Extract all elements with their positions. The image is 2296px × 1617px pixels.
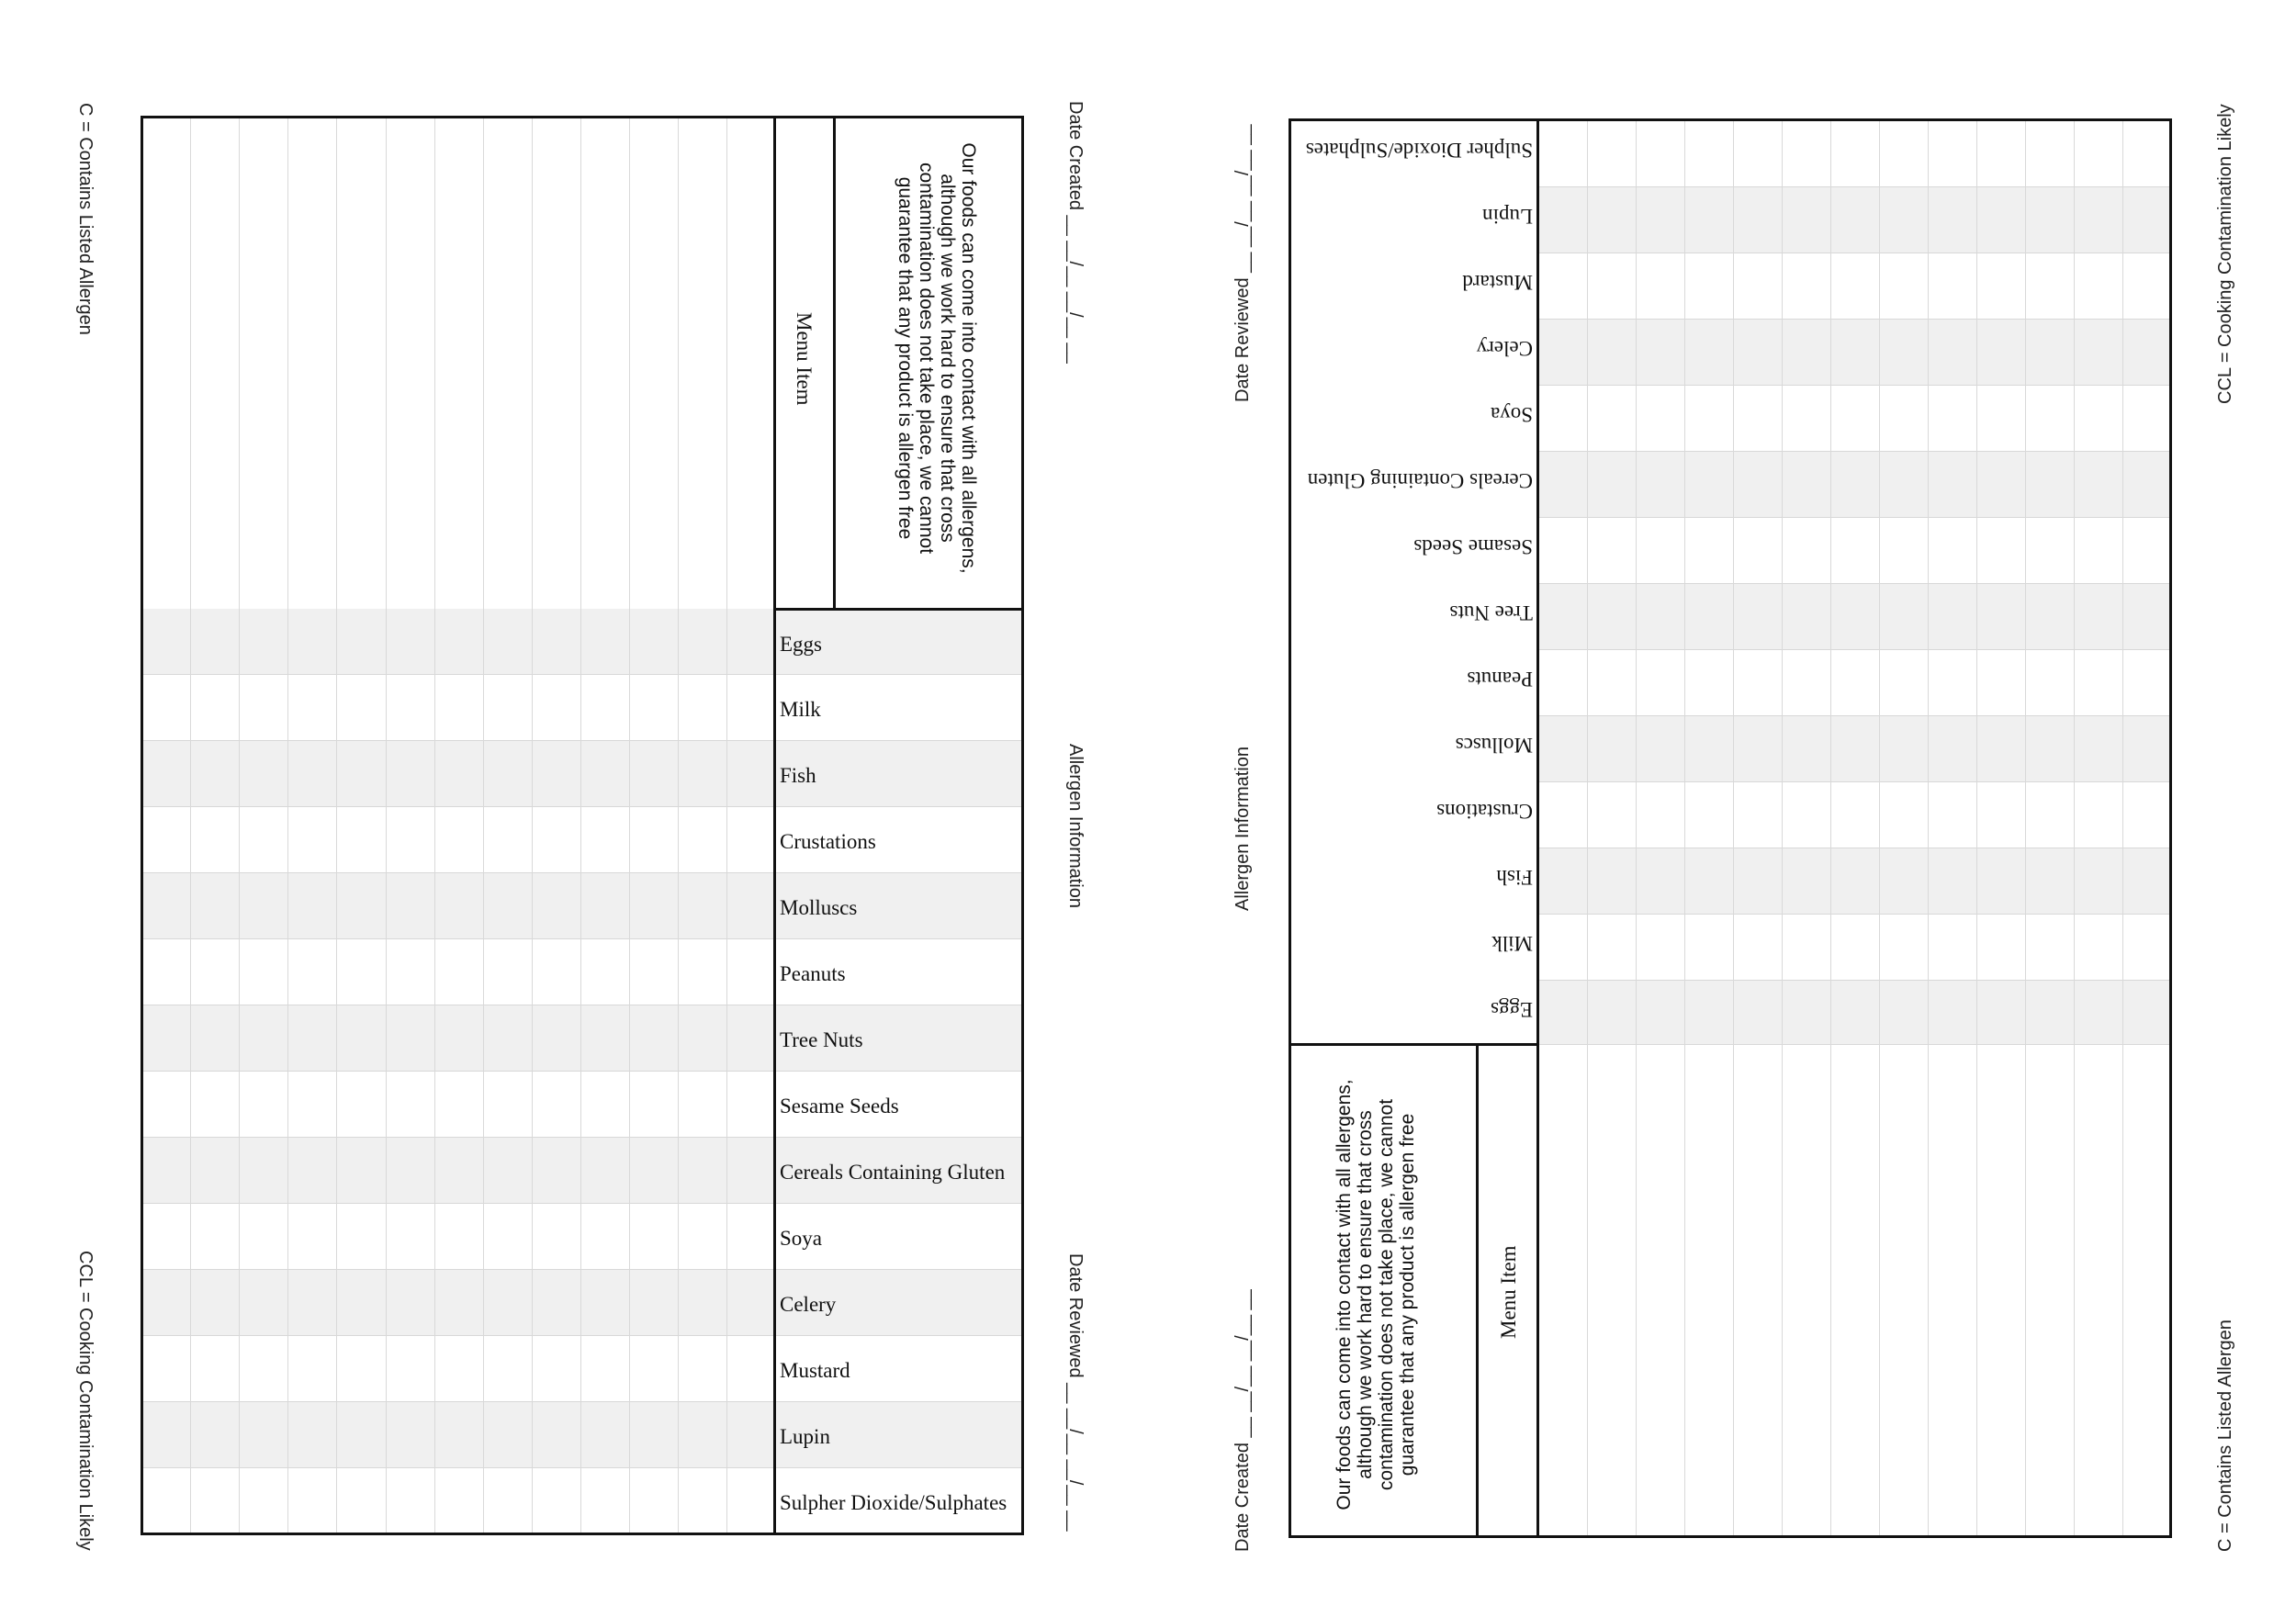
allergen-peanuts: Peanuts xyxy=(1467,668,1533,691)
allergen-celery: Celery xyxy=(780,1293,837,1316)
allergen-mustard: Mustard xyxy=(780,1359,850,1382)
date-created-right: Date Created __ __/__ __/__ __ xyxy=(1232,1289,1253,1552)
allergen-peanuts: Peanuts xyxy=(780,962,846,985)
menu-item-header-left: Menu Item xyxy=(793,312,816,406)
date-reviewed-right: Date Reviewed __ __/__ __/__ __ xyxy=(1232,124,1253,402)
disclaimer-right: Our foods can come into contact with all allergens, although we work hard to ensure that cross contamination does not take place, we cannot guarantee that any product is allergen free xyxy=(1334,1079,1419,1510)
legend-cooking-right: CCL = Cooking Contamination Likely xyxy=(2215,104,2235,404)
menu-item-header-right: Menu Item xyxy=(1497,1245,1520,1339)
allergen-crustations: Crustations xyxy=(1436,800,1533,823)
disclaimer-left: Our foods can come into contact with all allergens, although we work hard to ensure that cross contamination does not take place, we cannot guarantee that any product is allergen free xyxy=(894,142,979,574)
allergen-sesame-seeds: Sesame Seeds xyxy=(780,1095,899,1117)
allergen-sesame-seeds: Sesame Seeds xyxy=(1413,535,1533,558)
allergen-mustard: Mustard xyxy=(1462,271,1533,294)
allergen-heading-left: Allergen Information xyxy=(1065,744,1086,908)
allergen-celery: Celery xyxy=(1476,337,1533,360)
legend-contains-right: C = Contains Listed Allergen xyxy=(2215,1319,2235,1552)
allergen-molluscs: Molluscs xyxy=(780,896,858,919)
allergen-sulphites: Sulpher Dioxide/Sulphates xyxy=(1305,139,1533,162)
allergen-cereals-gluten: Cereals Containing Gluten xyxy=(1307,469,1533,492)
legend-contains-left: C = Contains Listed Allergen xyxy=(75,103,96,335)
date-created-left: Date Created __ __/__ __/__ __ xyxy=(1065,101,1086,364)
legend-cooking-left: CCL = Cooking Contamination Likely xyxy=(75,1251,96,1551)
allergen-lupin: Lupin xyxy=(1482,205,1533,228)
allergen-tree-nuts: Tree Nuts xyxy=(1449,601,1533,624)
allergen-eggs: Eggs xyxy=(1491,998,1533,1021)
allergen-soya: Soya xyxy=(1491,403,1533,426)
allergen-heading-right: Allergen Information xyxy=(1232,747,1253,911)
allergen-fish: Fish xyxy=(780,764,816,787)
allergen-cereals-gluten: Cereals Containing Gluten xyxy=(780,1161,1006,1184)
allergen-tree-nuts: Tree Nuts xyxy=(780,1028,863,1051)
allergen-milk: Milk xyxy=(1491,932,1533,955)
allergen-milk: Milk xyxy=(780,698,821,721)
allergen-lupin: Lupin xyxy=(780,1425,830,1448)
right-table-frame xyxy=(1289,118,2172,1538)
allergen-crustations: Crustations xyxy=(780,830,876,853)
left-table-frame xyxy=(141,116,1024,1535)
allergen-molluscs: Molluscs xyxy=(1455,734,1533,757)
allergen-soya: Soya xyxy=(780,1227,822,1250)
date-reviewed-left: Date Reviewed __ __/__ __/__ __ xyxy=(1065,1253,1086,1532)
allergen-eggs: Eggs xyxy=(780,633,822,656)
allergen-sulphites: Sulpher Dioxide/Sulphates xyxy=(780,1491,1007,1514)
allergen-fish: Fish xyxy=(1496,866,1533,889)
